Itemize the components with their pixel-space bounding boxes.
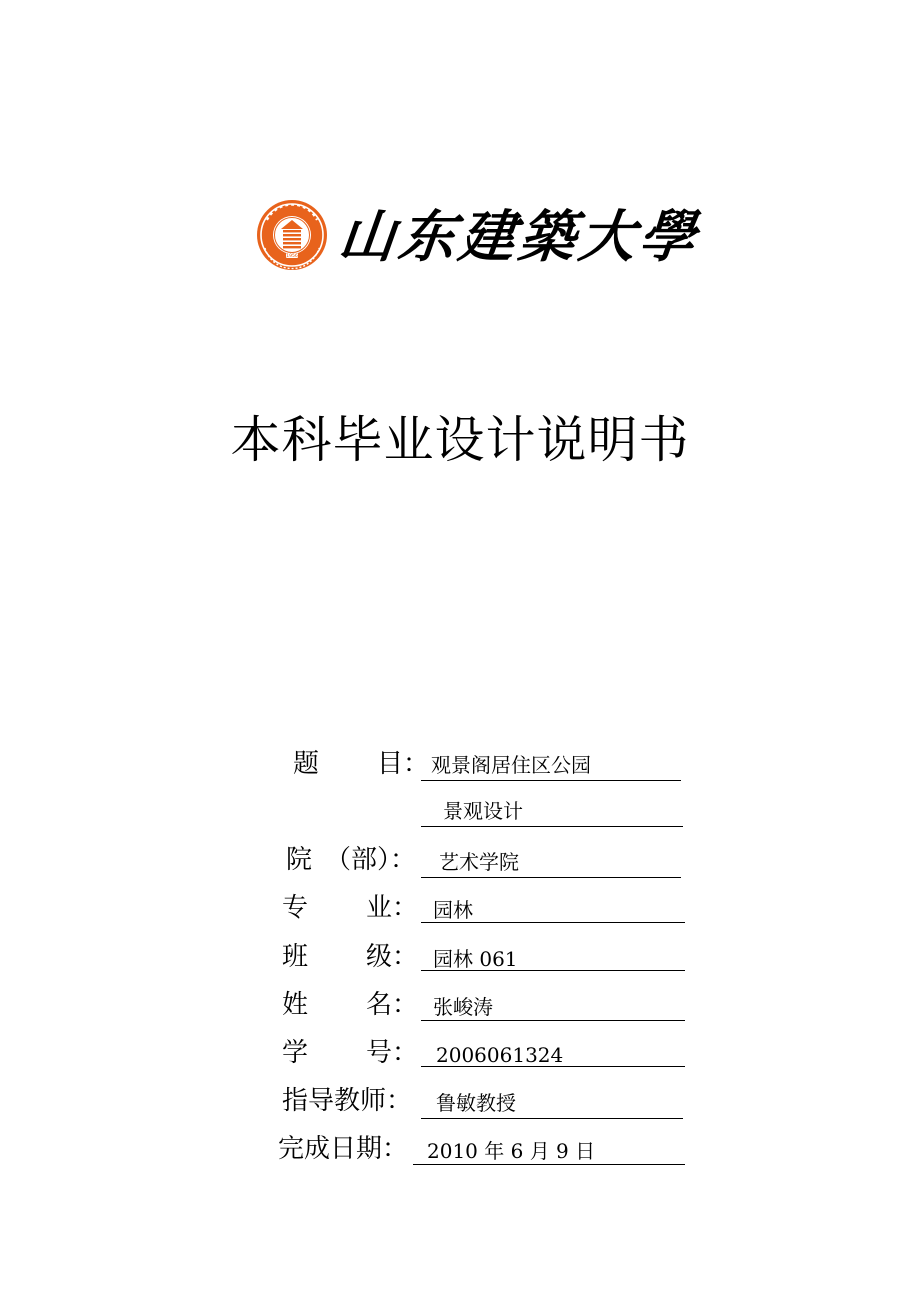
major-label-right: 业： — [366, 893, 419, 923]
student-id-value: 2006061324 — [436, 1043, 564, 1067]
student-id-label-right: 号： — [366, 1038, 419, 1068]
department-underline — [421, 877, 681, 878]
advisor-value: 鲁敏教授 — [436, 1091, 516, 1115]
class-underline — [421, 970, 685, 971]
topic-value-line1: 观景阁居住区公园 — [431, 753, 591, 777]
topic-underline-2 — [421, 826, 683, 827]
university-seal-logo — [255, 198, 329, 272]
class-value: 园林 061 — [433, 947, 518, 971]
name-label-right: 名： — [366, 990, 419, 1020]
advisor-underline — [421, 1118, 683, 1119]
major-label-left: 专 — [282, 893, 309, 923]
completion-date-value: 2010 年 6 月 9 日 — [427, 1139, 596, 1163]
name-value: 张峻涛 — [433, 995, 493, 1019]
topic-label-left: 题 — [293, 749, 320, 779]
svg-text:1956: 1956 — [286, 254, 298, 260]
name-underline — [421, 1020, 685, 1021]
completion-date-label: 完成日期： — [278, 1134, 409, 1164]
major-underline — [421, 922, 685, 923]
university-header — [255, 198, 703, 276]
department-label: 院 （部）： — [286, 845, 417, 875]
major-value: 园林 — [433, 898, 473, 922]
name-label-left: 姓 — [282, 990, 309, 1020]
student-id-label-left: 学 — [282, 1038, 309, 1068]
topic-underline-1 — [421, 780, 681, 781]
advisor-label: 指导教师： — [282, 1086, 413, 1116]
completion-date-underline — [413, 1164, 685, 1165]
topic-label-right: 目： — [377, 749, 430, 779]
department-value: 艺术学院 — [439, 850, 519, 874]
university-name: 山东建築大學 — [335, 204, 703, 270]
topic-value-line2: 景观设计 — [443, 799, 523, 823]
document-title: 本科毕业设计说明书 — [230, 411, 690, 469]
class-label-right: 级： — [366, 942, 419, 972]
class-label-left: 班 — [282, 942, 309, 972]
student-id-underline — [421, 1066, 685, 1067]
